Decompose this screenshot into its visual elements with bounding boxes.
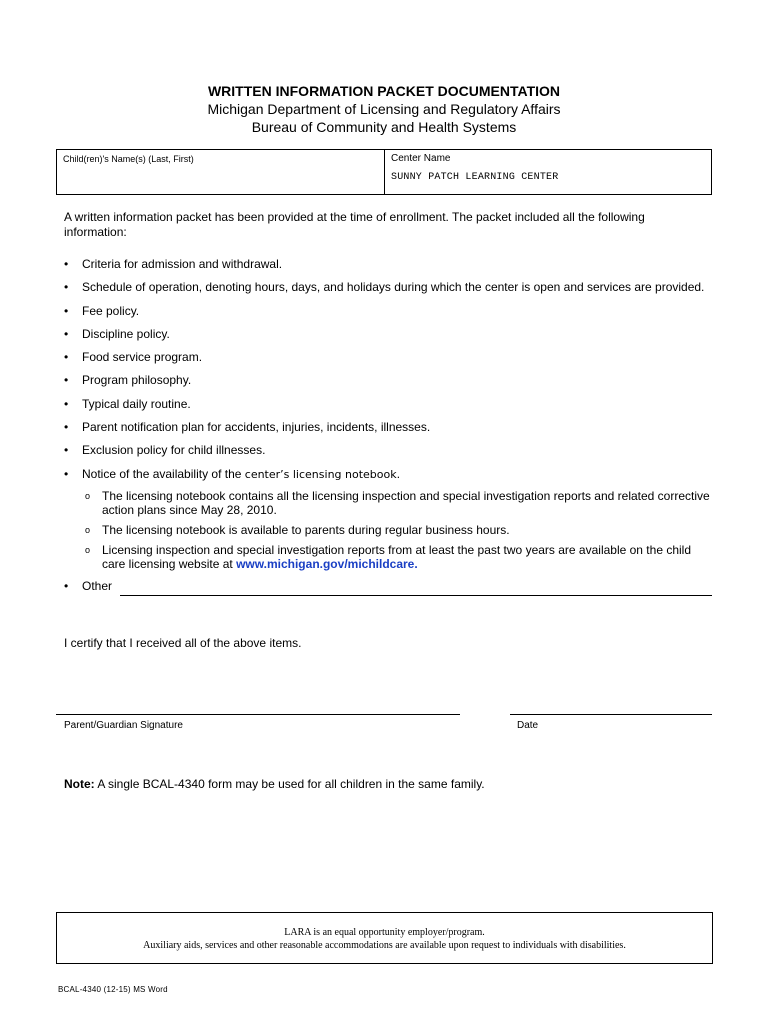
- center-name-value[interactable]: SUNNY PATCH LEARNING CENTER: [391, 172, 559, 183]
- bureau-name: Bureau of Community and Health Systems: [251, 119, 517, 135]
- bullet-icon: •: [64, 257, 69, 271]
- sub-list-item: o Licensing inspection and special investigation reports from at least the past two years are available on the child care licensing website at www.michigan.gov/michildcare.: [85, 542, 692, 571]
- children-names-label: Child(ren)'s Name(s) (Last, First): [63, 154, 194, 164]
- list-item: • Exclusion policy for child illnesses.: [64, 443, 266, 458]
- parent-signature-line[interactable]: [56, 714, 460, 715]
- footer-line-1: LARA is an equal opportunity employer/program.: [284, 927, 485, 938]
- list-item: • Typical daily routine.: [64, 396, 191, 411]
- sub-list-item: o The licensing notebook is available to parents during regular business hours.: [85, 522, 510, 537]
- list-item-other: • Other: [64, 579, 712, 593]
- list-item-notice: • Notice of the availability of the center’s licensing notebook.: [64, 466, 401, 481]
- sub-list-item: o The licensing notebook contains all the licensing inspection and special investigation reports and related corrective action plans since May 28, 2010.: [85, 488, 710, 517]
- packet-items-list: [64, 257, 712, 602]
- bullet-icon: •: [64, 373, 69, 388]
- list-item: • Fee policy.: [64, 303, 140, 318]
- bullet-icon: •: [64, 326, 69, 341]
- bullet-icon: •: [64, 396, 69, 411]
- list-item: • Discipline policy.: [64, 326, 170, 341]
- bullet-icon: •: [64, 350, 69, 365]
- list-item: • Food service program.: [64, 350, 203, 365]
- bullet-icon: •: [64, 420, 69, 435]
- info-box: [56, 149, 712, 195]
- date-label: Date: [517, 720, 539, 731]
- parent-signature-label: Parent/Guardian Signature: [64, 720, 183, 731]
- note-text: A single BCAL-4340 form may be used for all children in the same family.: [94, 777, 485, 791]
- bullet-icon: •: [64, 443, 69, 458]
- department-name: Michigan Department of Licensing and Regulatory Affairs: [207, 101, 561, 117]
- list-item: • Criteria for admission and withdrawal.: [64, 257, 283, 271]
- other-input-line[interactable]: [120, 595, 712, 596]
- form-title: WRITTEN INFORMATION PACKET DOCUMENTATION: [207, 83, 561, 99]
- bullet-icon: •: [64, 578, 69, 593]
- bullet-icon: •: [64, 280, 69, 295]
- form-header: [0, 82, 768, 136]
- circle-bullet-icon: o: [85, 490, 91, 501]
- intro-text: A written information packet has been provided at the time of enrollment. The packet included all the following information:: [64, 210, 645, 239]
- bullet-icon: •: [64, 466, 69, 481]
- list-item: • Program philosophy.: [64, 373, 192, 388]
- footer-line-2: Auxiliary aids, services and other reasonable accommodations are available upon request to individuals with disabilities.: [143, 940, 626, 951]
- date-line[interactable]: [510, 714, 712, 715]
- circle-bullet-icon: o: [85, 544, 91, 555]
- note: [64, 777, 485, 792]
- center-name-field[interactable]: [385, 150, 711, 194]
- footer-box: [56, 912, 713, 964]
- bullet-icon: •: [64, 303, 69, 318]
- list-item: • Schedule of operation, denoting hours, days, and holidays during which the center is open and services are provided.: [64, 280, 705, 295]
- children-names-field[interactable]: [57, 150, 385, 194]
- center-name-label: Center Name: [391, 153, 451, 164]
- certify-text: I certify that I received all of the above items.: [64, 636, 302, 650]
- circle-bullet-icon: o: [85, 524, 91, 535]
- note-label: Note:: [64, 777, 95, 791]
- list-item: • Parent notification plan for accidents, injuries, incidents, illnesses.: [64, 420, 431, 435]
- form-id: BCAL-4340 (12-15) MS Word: [58, 985, 168, 994]
- michildcare-link[interactable]: www.michigan.gov/michildcare.: [236, 556, 418, 571]
